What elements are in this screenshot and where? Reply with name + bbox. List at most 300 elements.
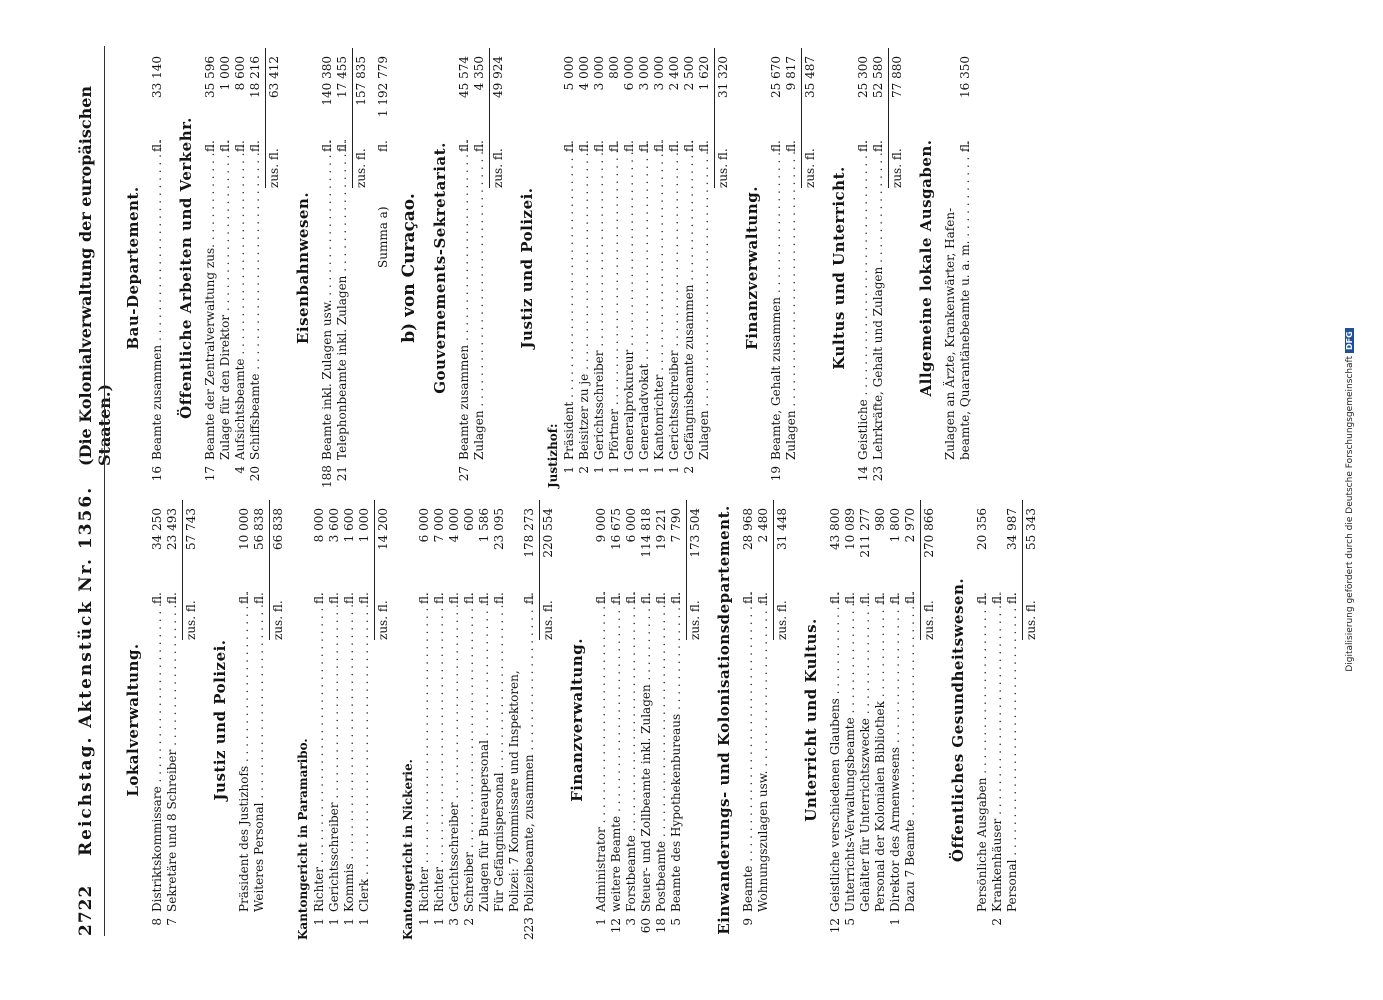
section-title: Finanzverwaltung. — [568, 638, 586, 802]
row-label: Gerichtsschreiber . . . — [447, 592, 462, 912]
row-amount: 23 493 — [165, 508, 179, 550]
row-currency: fl. — [667, 140, 681, 152]
row-amount: 4 000 — [577, 56, 591, 91]
row-quantity: 19 — [769, 466, 783, 482]
row-currency: fl. — [357, 592, 371, 604]
row-currency: fl. — [609, 592, 623, 604]
row-quantity: 2 — [990, 918, 1004, 926]
row-currency: fl. — [654, 592, 668, 604]
table-row — [622, 48, 637, 488]
row-currency: fl. — [335, 140, 349, 152]
section-title: Eisenbahnwesen. — [294, 191, 312, 345]
row-quantity: 27 — [457, 466, 471, 482]
subtotal-row — [920, 500, 937, 640]
row-amount: 2 500 — [682, 56, 696, 91]
row-label: Gerichtsschreiber . . . — [667, 140, 682, 460]
subtotal-label: zus. fl. — [1024, 600, 1038, 640]
table-row — [312, 500, 327, 940]
row-amount: 20 356 — [975, 508, 989, 550]
row-currency: fl. — [447, 592, 461, 604]
row-currency: fl. — [592, 140, 606, 152]
row-quantity: 1 — [417, 918, 431, 926]
row-label: Beamte des Hypothekenbureaus . . . — [669, 592, 684, 912]
row-amount: 9 000 — [594, 508, 608, 543]
section-title: Einwanderungs- und Kolonisationsdepartement. — [715, 505, 733, 935]
row-label: Gehälter für Unterrichtszwecke . . . — [858, 592, 873, 912]
subtotal-label: zus. fl. — [491, 148, 505, 188]
row-quantity: 1 — [888, 918, 902, 926]
row-quantity: 21 — [335, 466, 349, 482]
section-title: Allgemeine lokale Ausgaben. — [917, 139, 935, 397]
table-row — [237, 500, 252, 940]
table-row — [843, 500, 858, 940]
row-currency: fl. — [342, 592, 356, 604]
row-label: Gerichtsschreiber . . . — [592, 140, 607, 460]
table-row — [784, 48, 799, 488]
subtotal-row — [352, 48, 369, 188]
row-amount: 1 620 — [697, 56, 711, 91]
subtotal-label: zus. fl. — [803, 148, 817, 188]
dfg-logo: DFG — [1345, 328, 1354, 353]
summa-currency: fl. — [376, 140, 390, 152]
row-quantity: 60 — [639, 918, 653, 934]
row-currency: fl. — [607, 140, 621, 152]
row-currency: fl. — [652, 140, 666, 152]
row-amount: 211 277 — [858, 508, 872, 558]
header-rule — [104, 46, 105, 936]
row-quantity: 1 — [357, 918, 371, 926]
row-amount: 2 400 — [667, 56, 681, 91]
row-quantity: 9 — [741, 918, 755, 926]
table-row — [943, 48, 958, 488]
credit-text: Digitalisierung gefördert durch die Deutsche Forschungsgemeinschaft — [1345, 355, 1355, 672]
summa-row — [375, 48, 391, 488]
row-label: Beamte inkl. Zulagen usw. . . . — [320, 140, 335, 460]
row-quantity: 3 — [447, 918, 461, 926]
row-quantity: 5 — [843, 918, 857, 926]
subtotal-amount: 157 835 — [354, 56, 368, 106]
row-quantity: 1 — [592, 466, 606, 474]
row-quantity: 2 — [682, 466, 696, 474]
table-row — [248, 48, 263, 488]
row-amount: 178 273 — [522, 508, 536, 558]
subsection-title: Kantongericht in Paramaribo. — [296, 738, 310, 940]
row-amount: 1 586 — [477, 508, 491, 543]
row-currency: fl. — [871, 140, 885, 152]
row-label: Krankenhäuser . . . — [990, 592, 1005, 912]
row-label: Forstbeamte . . . — [624, 592, 639, 912]
row-amount: 56 838 — [252, 508, 266, 550]
row-amount: 19 221 — [654, 508, 668, 550]
row-currency: fl. — [252, 592, 266, 604]
row-amount: 6 000 — [622, 56, 636, 91]
row-label: Direktor des Armenwesens . . . — [888, 592, 903, 912]
row-amount: 28 968 — [741, 508, 755, 550]
row-currency: fl. — [218, 140, 232, 152]
row-currency: fl. — [624, 592, 638, 604]
table-row — [562, 48, 577, 488]
row-label: Administrator . . . — [594, 592, 609, 912]
row-amount: 7 000 — [432, 508, 446, 543]
row-currency: fl. — [741, 592, 755, 604]
subtotal-label: zus. fl. — [922, 600, 936, 640]
table-row — [654, 500, 669, 940]
row-label: Schiffsbeamte . . . — [248, 140, 263, 460]
row-amount: 4 000 — [447, 508, 461, 543]
row-amount: 4 350 — [472, 56, 486, 91]
row-currency: fl. — [697, 140, 711, 152]
row-label: Richter . . . — [417, 592, 432, 912]
table-row — [873, 500, 888, 940]
table-row — [335, 48, 350, 488]
table-row — [357, 500, 372, 940]
subtotal-row — [182, 500, 199, 640]
table-row — [150, 500, 165, 940]
row-quantity: 7 — [165, 918, 179, 926]
subtotal-row — [801, 48, 818, 188]
row-label: Persönliche Ausgaben . . . — [975, 592, 990, 912]
row-currency: fl. — [756, 592, 770, 604]
row-amount: 980 — [873, 508, 887, 531]
row-quantity: 16 — [150, 466, 164, 482]
row-amount: 3 000 — [652, 56, 666, 91]
table-row — [492, 500, 507, 940]
table-row — [1005, 500, 1020, 940]
subtotal-label: zus. fl. — [267, 148, 281, 188]
row-quantity: 12 — [609, 918, 623, 934]
row-label: Schreiber . . . — [462, 592, 477, 912]
row-label: Beamte, Gehalt zusammen . . . — [769, 140, 784, 460]
row-quantity: 1 — [652, 466, 666, 474]
row-amount: 35 596 — [203, 56, 217, 98]
row-amount: 8 600 — [233, 56, 247, 91]
table-row — [592, 48, 607, 488]
table-row — [697, 48, 712, 488]
subtotal-label: zus. fl. — [271, 600, 285, 640]
subtotal-label: zus. fl. — [775, 600, 789, 640]
row-label: Kantonrichter . . . — [652, 140, 667, 460]
header-title-left: Reichstag. Aktenstück Nr. 1356. — [76, 485, 96, 856]
row-label: Zulagen an Ärzte, Krankenwärter, Hafen- — [943, 207, 957, 460]
subtotal-row — [888, 48, 905, 188]
subtotal-row — [265, 48, 282, 188]
row-quantity: 2 — [577, 466, 591, 474]
row-currency: fl. — [769, 140, 783, 152]
row-amount: 3 600 — [327, 508, 341, 543]
subtotal-label: zus. fl. — [376, 600, 390, 640]
row-label: Geistliche . . . — [856, 140, 871, 460]
row-amount: 34 987 — [1005, 508, 1019, 550]
row-amount: 7 790 — [669, 508, 683, 543]
row-amount: 16 350 — [958, 56, 972, 98]
row-amount: 25 670 — [769, 56, 783, 98]
section-title: Unterricht und Kultus. — [802, 618, 820, 822]
row-amount: 16 675 — [609, 508, 623, 550]
row-amount: 10 000 — [237, 508, 251, 550]
row-amount: 17 455 — [335, 56, 349, 98]
subtotal-amount: 173 504 — [688, 508, 702, 558]
row-amount: 2 480 — [756, 508, 770, 543]
digitization-credit — [1345, 0, 1355, 1000]
row-currency: fl. — [577, 140, 591, 152]
row-quantity: 1 — [607, 466, 621, 474]
section-title: Öffentliche Arbeiten und Verkehr. — [177, 117, 195, 419]
subtotal-label: zus. fl. — [890, 148, 904, 188]
table-row — [682, 48, 697, 488]
table-row — [607, 48, 622, 488]
row-currency: fl. — [150, 140, 164, 152]
row-label: Kommis . . . — [342, 592, 357, 912]
row-currency: fl. — [327, 592, 341, 604]
row-amount: 6 000 — [624, 508, 638, 543]
row-quantity: 8 — [150, 918, 164, 926]
row-quantity: 223 — [522, 917, 536, 940]
row-currency: fl. — [682, 140, 696, 152]
subtotal-row — [773, 500, 790, 640]
subtotal-amount: 63 412 — [267, 56, 281, 98]
table-row — [218, 48, 233, 488]
row-label: Gefängnisbeamte zusammen . . . — [682, 140, 697, 460]
row-currency: fl. — [432, 592, 446, 604]
row-currency: fl. — [594, 592, 608, 604]
row-label: Zulagen . . . — [472, 140, 487, 460]
table-row — [639, 500, 654, 940]
row-amount: 1 800 — [888, 508, 902, 543]
left-column — [112, 500, 1045, 940]
row-label: Für Gefängnispersonal . . . — [492, 592, 507, 912]
subtotal-label: zus. fl. — [716, 148, 730, 188]
row-label: Polizei: 7 Kommissare und Inspektoren, — [507, 670, 521, 912]
row-amount: 140 380 — [320, 56, 334, 106]
subtotal-row — [686, 500, 703, 640]
row-currency: fl. — [639, 592, 653, 604]
row-label: Clerk . . . — [357, 592, 372, 912]
row-currency: fl. — [233, 140, 247, 152]
row-quantity: 5 — [669, 918, 683, 926]
row-currency: fl. — [990, 592, 1004, 604]
table-row — [958, 48, 973, 488]
row-currency: fl. — [472, 140, 486, 152]
section-title: Kultus und Unterricht. — [830, 166, 848, 370]
row-currency: fl. — [477, 592, 491, 604]
table-row — [577, 48, 592, 488]
table-row — [447, 500, 462, 940]
row-amount: 45 574 — [457, 56, 471, 98]
table-row — [150, 48, 165, 488]
table-row — [342, 500, 357, 940]
table-row — [203, 48, 218, 488]
row-currency: fl. — [873, 592, 887, 604]
table-row — [667, 48, 682, 488]
row-currency: fl. — [1005, 592, 1019, 604]
row-quantity: 1 — [312, 918, 326, 926]
row-label: Sekretäre und 8 Schreiber . . . — [165, 592, 180, 912]
row-label: Postbeamte . . . — [654, 592, 669, 912]
row-currency: fl. — [669, 592, 683, 604]
row-amount: 25 300 — [856, 56, 870, 98]
row-quantity: 1 — [667, 466, 681, 474]
section-title: Bau-Departement. — [124, 186, 142, 350]
table-row — [252, 500, 267, 940]
row-label: Präsident . . . — [562, 140, 577, 460]
row-currency: fl. — [203, 140, 217, 152]
row-label: Zulage für den Direktor . . . — [218, 140, 233, 460]
row-quantity: 1 — [622, 466, 636, 474]
row-quantity: 1 — [432, 918, 446, 926]
subtotal-amount: 14 200 — [376, 508, 390, 550]
row-label: Zulagen für Bureaupersonal . . . — [477, 592, 492, 912]
right-column — [112, 48, 973, 488]
row-label: Aufsichtsbeamte . . . — [233, 140, 248, 460]
row-label: Weiteres Personal . . . — [252, 592, 267, 912]
row-label: Steuer- und Zollbeamte inkl. Zulagen . . . — [639, 592, 654, 912]
table-row — [756, 500, 771, 940]
row-currency: fl. — [843, 592, 857, 604]
row-quantity: 4 — [233, 466, 247, 474]
subtotal-row — [714, 48, 731, 188]
subtotal-amount: 49 924 — [491, 56, 505, 98]
row-amount: 1 000 — [218, 56, 232, 91]
row-amount: 3 000 — [637, 56, 651, 91]
row-amount: 18 216 — [248, 56, 262, 98]
row-quantity: 1 — [594, 918, 608, 926]
row-currency: fl. — [462, 592, 476, 604]
subtotal-label: zus. fl. — [688, 600, 702, 640]
row-amount: 2 970 — [903, 508, 917, 543]
row-label: Richter . . . — [432, 592, 447, 912]
row-quantity: 23 — [871, 466, 885, 482]
section-title: Justiz und Polizei. — [518, 187, 536, 349]
row-label: weitere Beamte . . . — [609, 592, 624, 912]
table-row — [741, 500, 756, 940]
row-label: Beamte der Zentralverwaltung zus. . . . — [203, 140, 218, 460]
row-currency: fl. — [150, 592, 164, 604]
subtotal-row — [1022, 500, 1039, 640]
row-currency: fl. — [312, 592, 326, 604]
subtotal-row — [539, 500, 556, 640]
subsection-title: Kantongericht in Nickerie. — [401, 759, 415, 940]
row-currency: fl. — [457, 140, 471, 152]
row-quantity: 1 — [562, 466, 576, 474]
row-currency: fl. — [903, 592, 917, 604]
row-quantity: 17 — [203, 466, 217, 482]
row-label: Generalprokureur . . . — [622, 140, 637, 460]
row-quantity: 2 — [462, 918, 476, 926]
row-label: Präsident des Justizhofs . . . — [237, 592, 252, 912]
row-currency: fl. — [858, 592, 872, 604]
section-title: Lokalverwaltung. — [124, 643, 142, 797]
row-amount: 6 000 — [417, 508, 431, 543]
table-row — [637, 48, 652, 488]
subtotal-amount: 220 554 — [541, 508, 555, 558]
subtotal-amount: 57 743 — [184, 508, 198, 550]
row-currency: fl. — [522, 592, 536, 604]
subsection-title: Justizhof: — [546, 423, 560, 488]
row-currency: fl. — [320, 140, 334, 152]
row-currency: fl. — [562, 140, 576, 152]
row-label: Polizeibeamte, zusammen . . . — [522, 592, 537, 912]
row-currency: fl. — [492, 592, 506, 604]
row-label: Distriktskommissare . . . — [150, 592, 165, 912]
row-label: Gerichtsschreiber . . . — [327, 592, 342, 912]
row-quantity: 188 — [320, 465, 334, 488]
section-title: Öffentliches Gesundheitswesen. — [949, 577, 967, 863]
subtotal-amount: 66 838 — [271, 508, 285, 550]
table-row — [522, 500, 537, 940]
table-row — [477, 500, 492, 940]
row-quantity: 1 — [327, 918, 341, 926]
table-row — [856, 48, 871, 488]
row-currency: fl. — [237, 592, 251, 604]
table-row — [327, 500, 342, 940]
row-label: Wohnungszulagen usw. . . . — [756, 592, 771, 912]
subtotal-label: zus. fl. — [541, 600, 555, 640]
table-row — [828, 500, 843, 940]
subtotal-amount: 31 320 — [716, 56, 730, 98]
table-row — [858, 500, 873, 940]
table-row — [594, 500, 609, 940]
subtotal-row — [489, 48, 506, 188]
row-amount: 43 800 — [828, 508, 842, 550]
row-currency: fl. — [958, 140, 972, 152]
row-label: Beisitzer zu je . . . — [577, 140, 592, 460]
row-currency: fl. — [784, 140, 798, 152]
row-amount: 10 089 — [843, 508, 857, 550]
row-label: Zulagen . . . — [697, 140, 712, 460]
header-title-right: (Die Kolonialverwaltung der europäischen Staaten.) — [76, 85, 114, 466]
row-label: Geistliche verschiedenen Glaubens . . . — [828, 592, 843, 912]
section-title: Finanzverwaltung. — [743, 186, 761, 350]
row-amount: 114 818 — [639, 508, 653, 558]
row-currency: fl. — [856, 140, 870, 152]
row-currency: fl. — [975, 592, 989, 604]
row-label: Pförtner . . . — [607, 140, 622, 460]
row-amount: 52 580 — [871, 56, 885, 98]
row-label: Lehrkräfte, Gehalt und Zulagen . . . — [871, 140, 886, 460]
row-quantity: 20 — [248, 466, 262, 482]
subtotal-label: zus. fl. — [354, 148, 368, 188]
table-row — [624, 500, 639, 940]
row-currency: fl. — [248, 140, 262, 152]
table-row — [903, 500, 918, 940]
table-row — [669, 500, 684, 940]
row-label: Dazu 7 Beamte . . . — [903, 592, 918, 912]
row-label: Beamte zusammen . . . — [457, 140, 472, 460]
row-amount: 1 000 — [357, 508, 371, 543]
row-label: Beamte zusammen . . . — [150, 140, 165, 460]
subtotal-amount: 35 487 — [803, 56, 817, 98]
table-row — [432, 500, 447, 940]
row-amount: 9 817 — [784, 56, 798, 91]
row-currency: fl. — [417, 592, 431, 604]
row-label: Unterrichts-Verwaltungsbeamte . . . — [843, 592, 858, 912]
table-row — [975, 500, 990, 940]
table-row — [507, 500, 522, 940]
table-row — [457, 48, 472, 488]
table-row — [609, 500, 624, 940]
row-quantity: 1 — [342, 918, 356, 926]
table-row — [769, 48, 784, 488]
table-row — [472, 48, 487, 488]
summa-label: Summa a) — [376, 206, 390, 268]
table-row — [320, 48, 335, 488]
row-currency: fl. — [828, 592, 842, 604]
row-label: Personal der Kolonialen Bibliothek . . . — [873, 592, 888, 912]
row-amount: 34 250 — [150, 508, 164, 550]
row-currency: fl. — [622, 140, 636, 152]
summa-amount: 1 192 779 — [376, 56, 390, 118]
table-row — [417, 500, 432, 940]
